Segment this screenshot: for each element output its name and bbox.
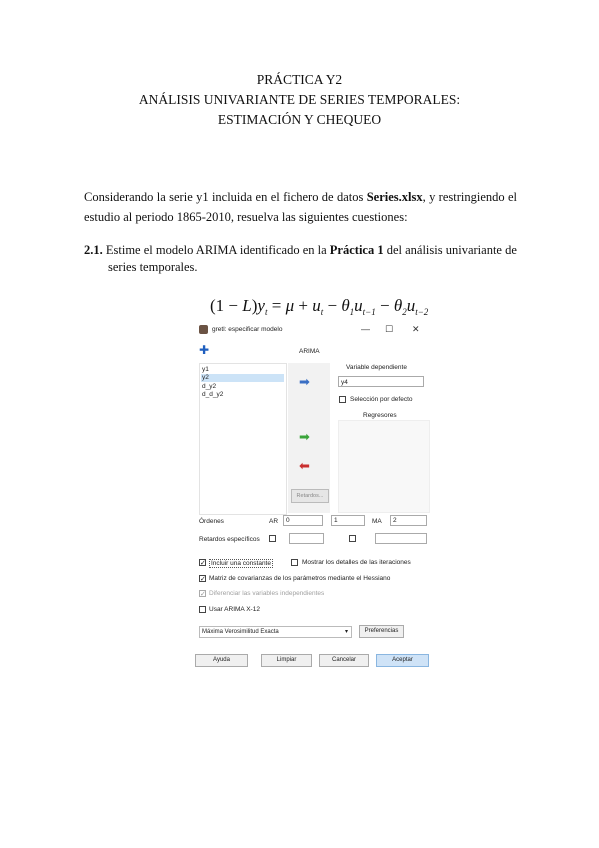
specific-lags-ma-field[interactable] <box>375 533 427 544</box>
diff-indep-label: Diferenciar las variables independientes <box>209 590 325 597</box>
hessian-label: Matriz de covarianzas de los parámetros mediante el Hessiano <box>209 575 391 582</box>
i-order-stepper[interactable]: 1 <box>331 515 365 526</box>
cancel-button[interactable]: Cancelar <box>319 654 369 667</box>
x12-label: Usar ARIMA X-12 <box>209 606 260 613</box>
include-constant-checkbox[interactable]: ✓ <box>200 560 206 567</box>
default-selection-checkbox[interactable] <box>339 396 346 403</box>
dependent-variable-field[interactable]: y4 <box>338 376 424 387</box>
ma-order-stepper[interactable]: 2 <box>390 515 427 526</box>
hessian-checkbox[interactable]: ✓ <box>200 576 206 583</box>
filename: Series.xlsx <box>366 190 423 204</box>
gretl-app-icon <box>199 325 208 334</box>
regressors-list[interactable] <box>338 420 430 513</box>
specific-lags-ma-checkbox[interactable] <box>349 535 356 542</box>
variable-list[interactable] <box>199 363 287 515</box>
model-section-label: ARIMA <box>299 348 320 355</box>
page-subtitle: ANÁLISIS UNIVARIANTE DE SERIES TEMPORALES: <box>138 92 461 107</box>
close-button[interactable]: ✕ <box>412 324 420 334</box>
arrow-right-green-icon[interactable]: ➡ <box>299 429 310 444</box>
intro-text: Considerando la serie y1 incluida en el fichero de datos <box>84 190 367 204</box>
specific-lags-label: Retardos específicos <box>199 536 260 543</box>
include-constant-label: Incluir una constante <box>211 560 271 567</box>
regressors-label: Regresores <box>363 412 397 419</box>
dialog-title: gretl: especificar modelo <box>212 326 283 333</box>
chevron-down-icon: ▾ <box>344 629 348 635</box>
intro-text-end: , y restringiendo el estudio al periodo 1865-2010, resuelva las siguientes cuestiones: <box>84 190 517 224</box>
help-button[interactable]: Ayuda <box>195 654 248 667</box>
page-title: PRÁCTICA Y2 <box>256 72 343 87</box>
ar-order-stepper[interactable]: 0 <box>283 515 323 526</box>
estimation-method-select[interactable] <box>199 626 352 638</box>
question-text-end: del análisis univariante de <box>383 243 517 257</box>
dependent-variable-label: Variable dependiente <box>346 364 407 371</box>
maximize-button[interactable]: ☐ <box>385 324 394 334</box>
clear-button[interactable]: Limpiar <box>261 654 312 667</box>
question-2-1-cont: series temporales. <box>108 260 198 274</box>
list-item-selected[interactable]: y2 <box>201 374 284 382</box>
question-ref: Práctica 1 <box>329 243 384 257</box>
transfer-buttons-column <box>288 363 330 513</box>
gretl-model-dialog <box>193 320 430 668</box>
svg-text:(1 − L)yt = μ + ut − θ1ut−1 −: $(1 - L)y_t = \mu + u_t - \theta_1u_{t-1} - \theta_2u_{t-2}$ <box>210 296 429 317</box>
add-variable-icon[interactable]: ✚ <box>199 343 210 357</box>
page-subtitle-2: ESTIMACIÓN Y CHEQUEO <box>217 112 382 127</box>
preferences-button[interactable]: Preferencias <box>359 625 404 638</box>
ma-label: MA <box>372 518 382 525</box>
show-iterations-checkbox[interactable] <box>291 559 298 566</box>
orders-label: Órdenes <box>199 518 224 525</box>
lags-button[interactable]: Retardos... <box>291 489 329 503</box>
diff-indep-checkbox[interactable]: ✓ <box>200 591 206 598</box>
accept-button[interactable]: Aceptar <box>376 654 429 667</box>
question-number: 2.1. <box>84 243 103 257</box>
specific-lags-ar-checkbox[interactable] <box>269 535 276 542</box>
arrow-right-blue-icon[interactable]: ➡ <box>299 374 310 389</box>
list-item[interactable]: d_d_y2 <box>202 391 224 398</box>
list-item[interactable]: y1 <box>202 366 209 373</box>
intro-paragraph <box>84 187 517 227</box>
equation-graphic <box>210 293 450 319</box>
dialog-titlebar[interactable] <box>193 320 430 338</box>
specific-lags-ar-field[interactable] <box>289 533 324 544</box>
list-item[interactable]: d_y2 <box>202 383 217 390</box>
question-text: Estime el modelo ARIMA identificado en la <box>102 243 330 257</box>
default-selection-label: Selección por defecto <box>350 396 413 403</box>
method-value: Máxima Verosimilitud Exacta <box>202 629 279 635</box>
x12-checkbox[interactable] <box>199 606 206 613</box>
arrow-left-red-icon[interactable]: ⬅ <box>299 458 310 473</box>
ar-label: AR <box>269 518 279 525</box>
show-iterations-label: Mostrar los detalles de las iteraciones <box>302 559 411 566</box>
minimize-button[interactable]: — <box>361 324 370 334</box>
